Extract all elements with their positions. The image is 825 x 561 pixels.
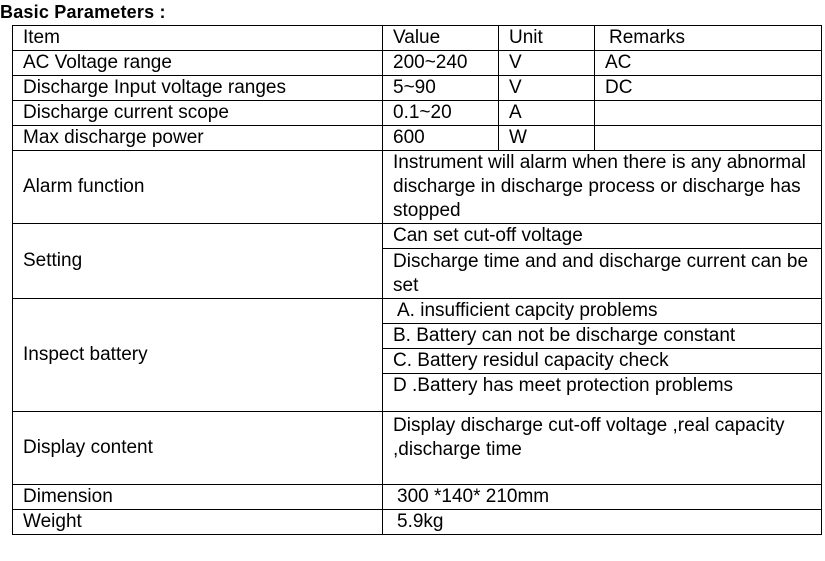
inspect-value-c: C. Battery residul capacity check: [383, 349, 822, 374]
table-row: [13, 126, 822, 151]
table-row: [13, 51, 822, 76]
inspect-value-d: D .Battery has meet protection problems: [383, 374, 822, 412]
weight-item: Weight: [13, 510, 383, 535]
dimension-value: 300 *140* 210mm: [383, 485, 822, 510]
header-remarks: Remarks: [595, 26, 822, 51]
row-item: AC Voltage range: [13, 51, 383, 76]
page-title: Basic Parameters :: [0, 2, 166, 22]
alarm-item: Alarm function: [13, 151, 383, 224]
table-row-inspect: [13, 299, 822, 324]
row-remarks: DC: [595, 76, 822, 101]
table-row-display: [13, 412, 822, 485]
row-unit: A: [499, 101, 595, 126]
row-value: 5~90: [383, 76, 499, 101]
row-value: 200~240: [383, 51, 499, 76]
row-unit: W: [499, 126, 595, 151]
table-row-alarm: [13, 151, 822, 224]
row-unit: V: [499, 51, 595, 76]
row-remarks: AC: [595, 51, 822, 76]
row-remarks: [595, 126, 822, 151]
row-unit: V: [499, 76, 595, 101]
setting-value-1: Can set cut-off voltage: [383, 224, 822, 249]
table-header-row: [13, 26, 822, 51]
row-value: 0.1~20: [383, 101, 499, 126]
table-row-dimension: [13, 485, 822, 510]
setting-item: Setting: [13, 224, 383, 299]
row-value: 600: [383, 126, 499, 151]
table-row-weight: [13, 510, 822, 535]
inspect-item: Inspect battery: [13, 299, 383, 412]
table-row-setting: [13, 224, 822, 249]
dimension-item: Dimension: [13, 485, 383, 510]
parameters-table: [12, 25, 822, 535]
header-value: Value: [383, 26, 499, 51]
inspect-value-b: B. Battery can not be discharge constant: [383, 324, 822, 349]
weight-value: 5.9kg: [383, 510, 822, 535]
row-item: Discharge Input voltage ranges: [13, 76, 383, 101]
inspect-value-a: A. insufficient capcity problems: [383, 299, 822, 324]
header-unit: Unit: [499, 26, 595, 51]
row-item: Discharge current scope: [13, 101, 383, 126]
header-item: Item: [13, 26, 383, 51]
table-row: [13, 76, 822, 101]
alarm-value: Instrument will alarm when there is any abnormal discharge in discharge process or discharge has stopped: [383, 151, 822, 224]
row-item: Max discharge power: [13, 126, 383, 151]
display-item: Display content: [13, 412, 383, 485]
display-value: Display discharge cut-off voltage ,real capacity ,discharge time: [383, 412, 822, 485]
row-remarks: [595, 101, 822, 126]
table-row: [13, 101, 822, 126]
setting-value-2: Discharge time and and discharge current can be set: [383, 249, 822, 299]
